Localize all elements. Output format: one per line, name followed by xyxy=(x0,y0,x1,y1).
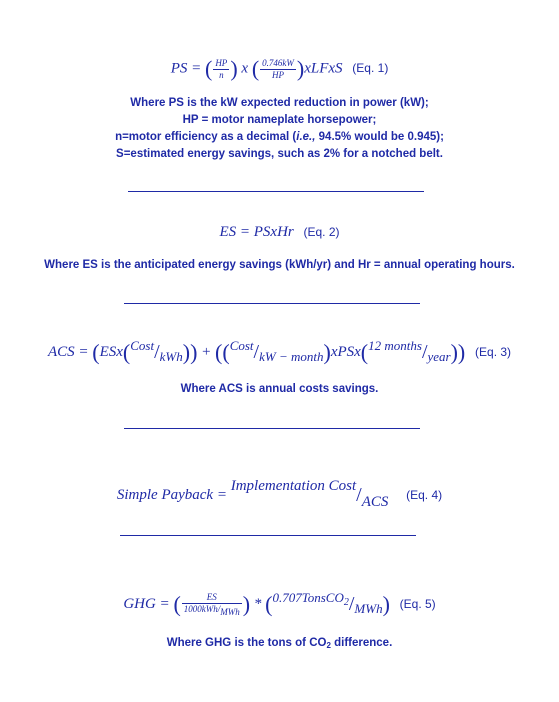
eq5-co2-sub: 2 xyxy=(343,597,349,608)
paren-close: ) xyxy=(296,56,305,81)
eq3-kwh: kWh xyxy=(159,349,183,364)
divider-line xyxy=(120,535,416,536)
equation-3 xyxy=(0,338,559,366)
paren-open: (( xyxy=(215,339,230,365)
eq1-label: (Eq. 1) xyxy=(352,61,389,76)
eq5-desc-text: Where GHG is the tons of CO xyxy=(166,637,327,649)
slash: / xyxy=(348,593,355,615)
eq1-desc-line: HP = motor nameplate horsepower; xyxy=(182,114,377,126)
fraction-denominator: n xyxy=(219,69,224,80)
paren-open: ( xyxy=(122,339,131,365)
eq3-kwmonth: kW − month xyxy=(259,349,324,364)
paren-open: ( xyxy=(265,591,273,617)
eq3-label: (Eq. 3) xyxy=(475,345,512,359)
equation-2 xyxy=(0,224,559,241)
paren-open: ( xyxy=(251,56,260,81)
divider-line xyxy=(124,303,420,304)
eq5-tons xyxy=(272,590,349,608)
paren-close: ) xyxy=(230,56,238,81)
eq1-description xyxy=(0,95,559,163)
eq3-cost2: Cost xyxy=(229,338,254,353)
eq3-es: ESx xyxy=(99,344,123,360)
divider-line xyxy=(124,428,420,429)
equation-4 xyxy=(0,478,559,511)
fraction-numerator: HP xyxy=(215,57,228,68)
eq1-desc-line: Where PS is the kW expected reduction in power (kW); xyxy=(130,97,429,109)
eq5-desc-sub: 2 xyxy=(326,641,331,650)
eq4-numerator: Implementation Cost xyxy=(230,478,357,494)
eq2-label: (Eq. 2) xyxy=(303,225,340,239)
slash: / xyxy=(356,484,362,506)
eq3-months: 12 months xyxy=(368,338,422,353)
slash: / xyxy=(154,341,160,363)
fraction-numerator: 0.746kW xyxy=(262,57,294,68)
paren-close: ) xyxy=(382,591,390,617)
eq3-description xyxy=(0,381,559,398)
eq5-mwh2: MWh xyxy=(354,601,383,616)
es-fraction xyxy=(182,592,242,618)
eq5-mwh: MWh xyxy=(220,606,240,617)
eq3-mid: xPSx xyxy=(330,344,361,360)
eq2-description xyxy=(0,257,559,274)
eq5-label: (Eq. 5) xyxy=(399,597,436,611)
eq1-desc-italic: i.e., xyxy=(296,131,316,143)
eq3-desc-line: Where ACS is annual costs savings. xyxy=(180,383,379,395)
eq3-lhs: ACS = xyxy=(47,344,89,360)
divider-line xyxy=(128,191,424,192)
eq3-year: year xyxy=(427,349,451,364)
hp-over-n-fraction xyxy=(213,58,229,81)
eq2-text: ES = PSxHr xyxy=(219,224,294,240)
eq4-lhs: Simple Payback = xyxy=(116,487,227,503)
eq4-label: (Eq. 4) xyxy=(406,488,443,502)
eq5-star: * xyxy=(253,596,262,612)
fraction-denominator: HP xyxy=(272,69,285,80)
eq1-desc-line xyxy=(0,129,559,146)
slash: / xyxy=(253,341,260,363)
eq5-description xyxy=(0,635,559,654)
fraction-denominator: 1000kWh/MWh xyxy=(183,603,240,617)
paren-close: ) xyxy=(323,339,331,365)
eq2-desc-line: Where ES is the anticipated energy savings (kWh/yr) and Hr = annual operating hours. xyxy=(44,259,515,271)
eq5-tons-text: 0.707TonsCO xyxy=(272,590,344,605)
eq1-lhs: PS = xyxy=(170,60,202,77)
eq5-den-text: 1000kWh xyxy=(183,603,218,614)
paren-open: ( xyxy=(204,56,213,81)
eq1-desc-text: n=motor efficiency as a decimal ( xyxy=(115,131,297,143)
slash: / xyxy=(421,341,428,363)
fraction-numerator: ES xyxy=(182,592,242,604)
paren-close: ) xyxy=(242,591,251,617)
eq5-desc-text: difference. xyxy=(330,637,393,649)
paren-close: )) xyxy=(182,339,198,365)
paren-open: ( xyxy=(173,591,181,617)
paren-open: ( xyxy=(92,339,100,365)
kw-over-hp-fraction xyxy=(260,58,296,81)
eq3-cost1: Cost xyxy=(130,338,155,353)
eq5-lhs: GHG = xyxy=(123,596,170,612)
paren-open: ( xyxy=(360,339,369,365)
eq1-tail: xLFxS xyxy=(304,60,343,77)
paren-close: )) xyxy=(450,339,466,365)
eq4-denominator: ACS xyxy=(361,494,389,510)
eq3-plus: + xyxy=(201,344,212,360)
equation-5 xyxy=(0,590,559,618)
eq5-desc-line xyxy=(0,635,559,654)
equation-1 xyxy=(0,56,559,82)
eq1-desc-text: 94.5% would be 0.945); xyxy=(315,131,444,143)
eq1-times: x xyxy=(241,60,249,77)
eq1-desc-line: S=estimated energy savings, such as 2% for a notched belt. xyxy=(116,148,443,160)
